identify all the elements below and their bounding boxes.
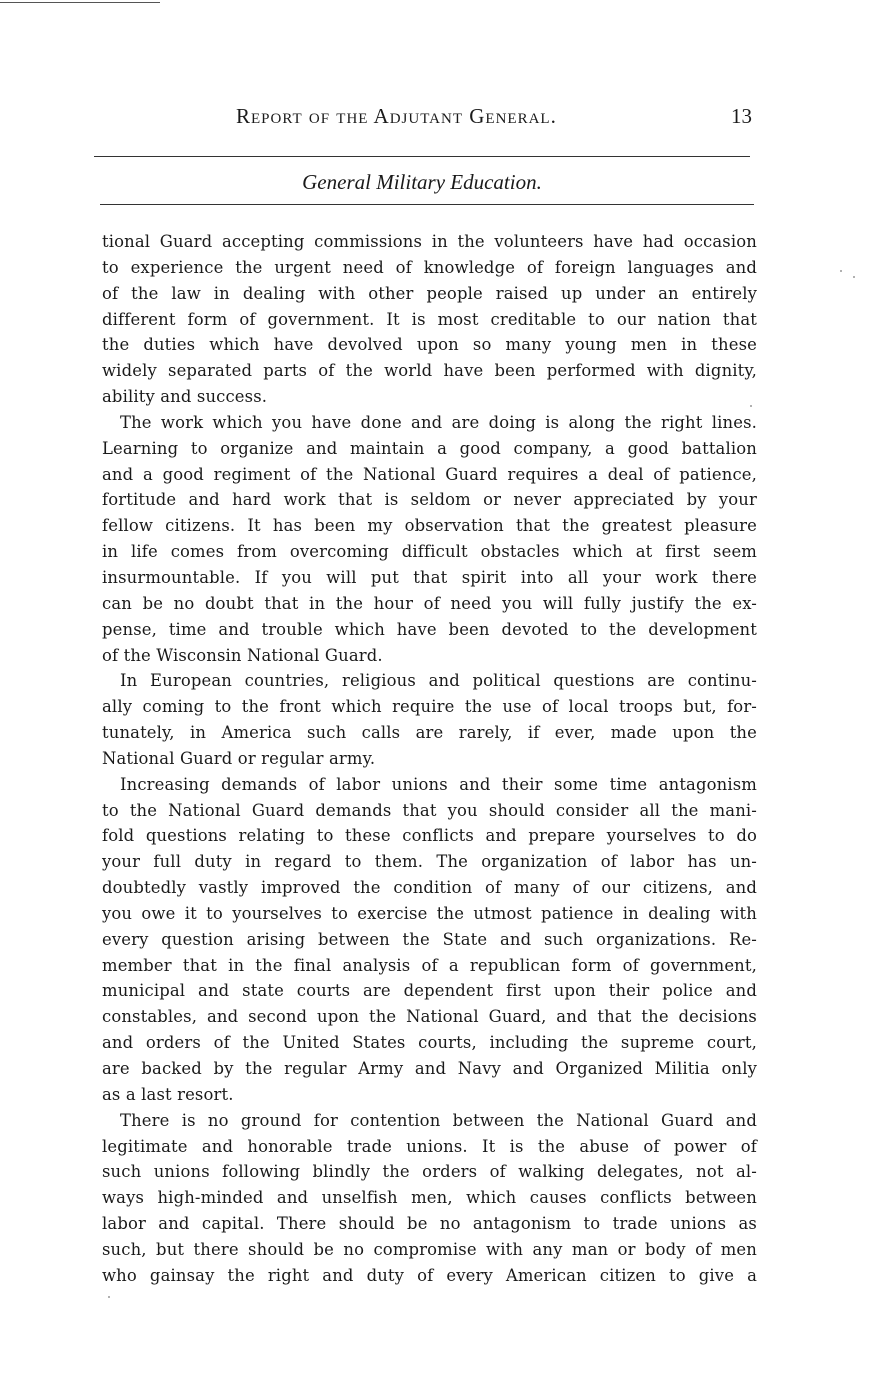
text-line: and a good regiment of the National Guard requires a deal of patience, [102,464,757,484]
text-line: labor and capital. There should be no antagonism to trade unions as [102,1214,757,1234]
text-line: Learning to organize and maintain a good company, a good battalion [102,438,757,458]
text-line: such unions following blindly the orders of walking delegates, not al- [102,1162,757,1182]
section-title: General Military Education. [302,170,542,194]
text-line: the duties which have devolved upon so many young men in these [102,335,757,355]
section-rule-bottom [100,204,754,205]
text-line: National Guard or regular army. [102,748,376,768]
text-line: can be no doubt that in the hour of need you will fully justify the ex- [102,593,757,613]
text-line: member that in the final analysis of a republican form of government, [102,955,757,975]
text-line: tional Guard accepting commissions in the volunteers have had occasion [102,232,757,251]
text-line: different form of government. It is most creditable to our nation that [102,309,757,329]
scan-speck [750,405,752,407]
text-line: legitimate and honorable trade unions. It is the abuse of power of [102,1136,757,1156]
text-line: widely separated parts of the world have been performed with dignity, [102,361,757,381]
text-line: insurmountable. If you will put that spirit into all your work there [102,567,757,587]
text-line: every question arising between the State and such organizations. Re- [102,929,757,949]
text-line: who gainsay the right and duty of every American citizen to give a [102,1265,757,1285]
text-line: your full duty in regard to them. The organization of labor has un- [102,852,757,872]
running-header [96,104,756,134]
scan-speck [853,276,855,278]
text-line: in life comes from overcoming difficult obstacles which at first seem [102,542,757,562]
text-line: to experience the urgent need of knowledge of foreign languages and [102,257,757,277]
body-text [102,229,757,1289]
scan-speck [840,270,842,272]
scan-speck [108,1296,110,1298]
text-line: Increasing demands of labor unions and their some time antagonism [120,774,757,794]
text-line: of the Wisconsin National Guard. [102,645,383,665]
text-line: In European countries, religious and political questions are continu- [120,671,757,691]
running-header-title: Report of the Adjutant General. [236,104,557,128]
text-line: There is no ground for contention between the National Guard and [120,1110,757,1130]
scan-edge-rule [0,2,160,3]
text-line: ally coming to the front which require the use of local troops but, for- [102,697,757,717]
text-line: such, but there should be no compromise with any man or body of men [102,1239,757,1259]
text-line: are backed by the regular Army and Navy and Organized Militia only [102,1059,757,1078]
text-line: of the law in dealing with other people raised up under an entirely [102,283,757,303]
text-line: constables, and second upon the National Guard, and that the decisions [102,1007,757,1027]
text-line: and orders of the United States courts, including the supreme court, [102,1033,757,1053]
text-line: The work which you have done and are doing is along the right lines. [120,412,757,432]
text-line: fortitude and hard work that is seldom or never appreciated by your [102,490,757,510]
text-line: fold questions relating to these conflicts and prepare yourselves to do [102,826,757,846]
section-rule-top [94,156,750,157]
text-line: pense, time and trouble which have been devoted to the development [102,619,757,639]
page-number: 13 [731,104,752,128]
text-line: you owe it to yourselves to exercise the utmost patience in dealing with [102,903,757,923]
text-line: to the National Guard demands that you should consider all the mani- [102,800,757,820]
text-line: doubtedly vastly improved the condition of many of our citizens, and [102,878,757,898]
text-line: ways high-minded and unselfish men, which causes conflicts between [102,1188,757,1208]
text-line: municipal and state courts are dependent first upon their police and [102,981,757,1001]
text-line: as a last resort. [102,1084,234,1104]
text-line: fellow citizens. It has been my observation that the greatest pleasure [102,516,757,536]
text-line: ability and success. [102,387,268,407]
text-line: tunately, in America such calls are rarely, if ever, made upon the [102,723,757,743]
